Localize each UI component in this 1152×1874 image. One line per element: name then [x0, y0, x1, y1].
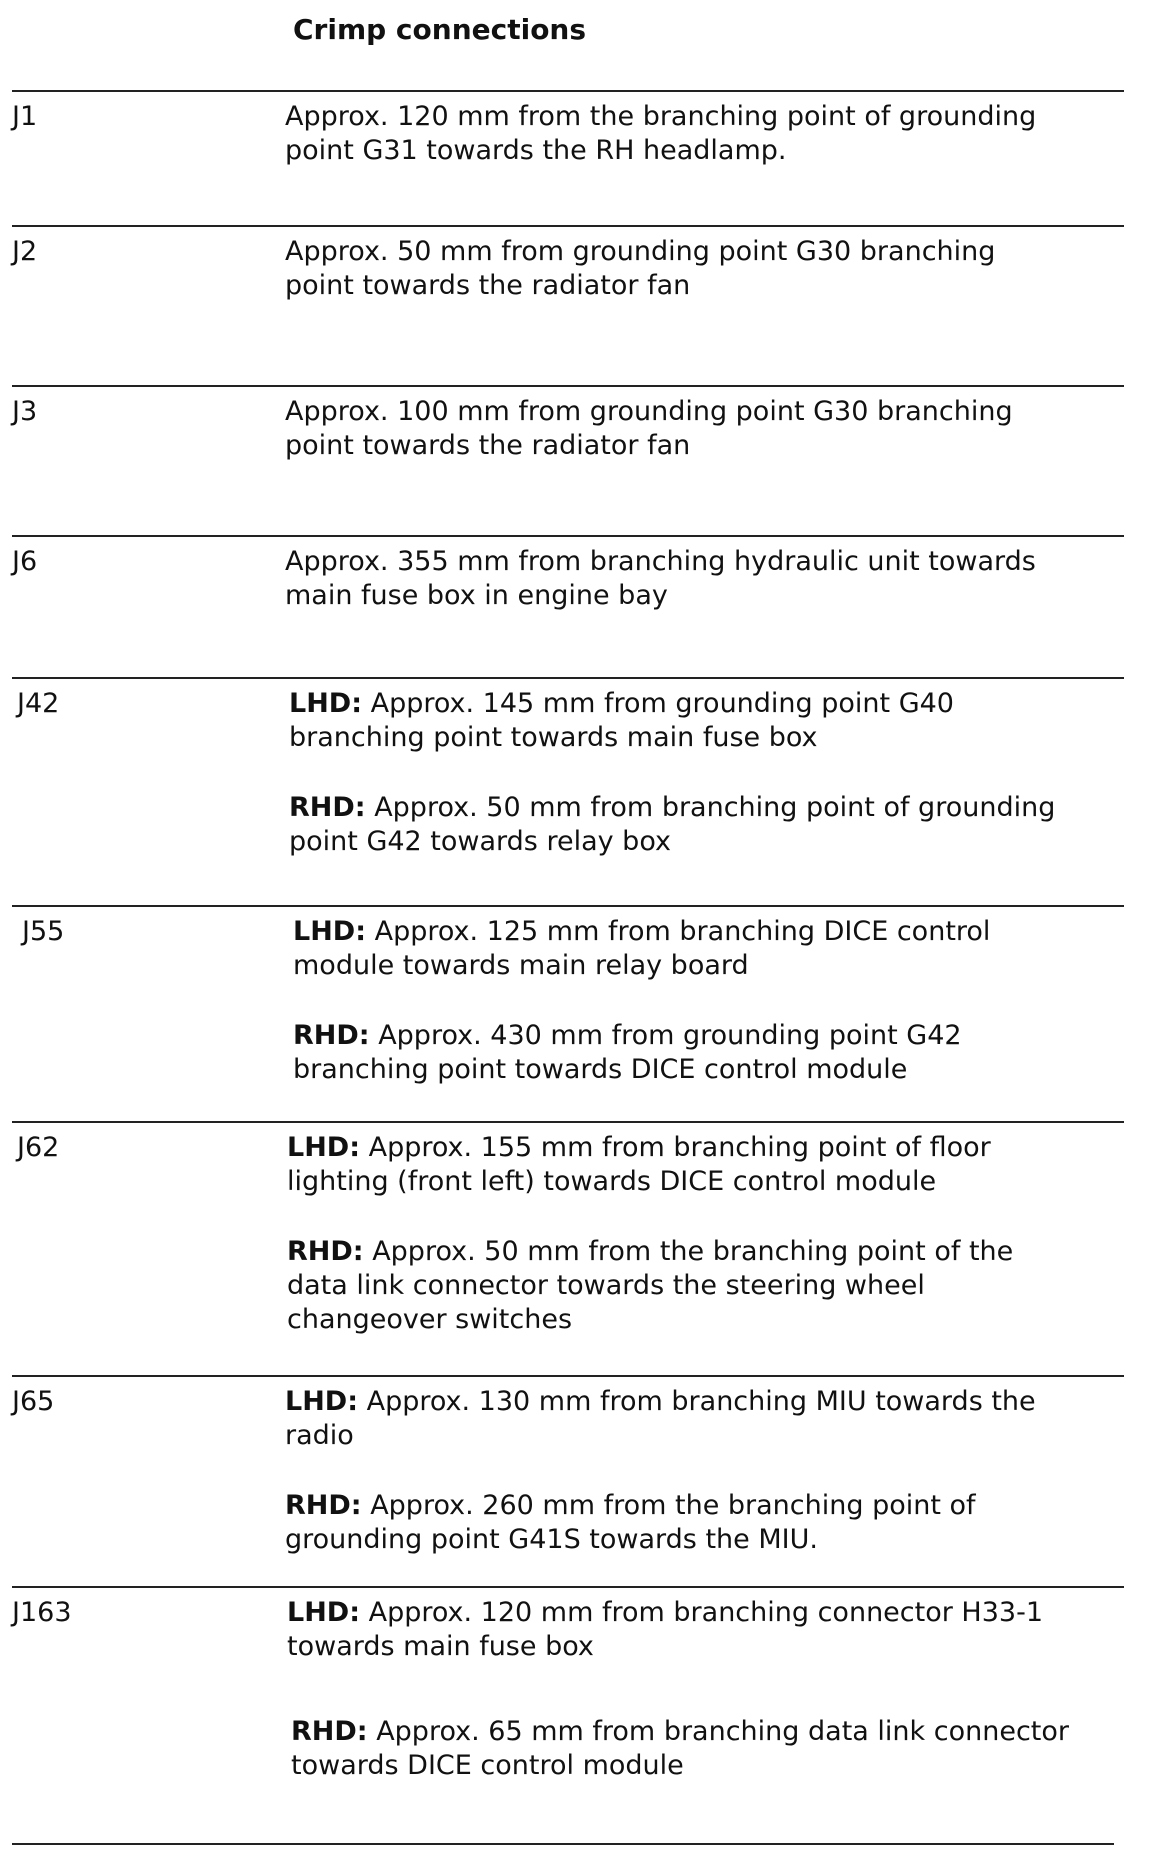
description-text: point towards the radiator fan [285, 270, 691, 301]
connection-description [293, 1019, 962, 1087]
description-text: Approx. 355 mm from branching hydraulic unit towards [285, 546, 1036, 577]
connection-description [287, 1235, 1013, 1337]
description-line [293, 949, 990, 983]
description-line [285, 395, 1013, 429]
table-rule [12, 677, 1124, 679]
table-rule [12, 1121, 1124, 1123]
description-line [285, 1489, 976, 1523]
description-line [287, 1131, 991, 1165]
connection-description [285, 1489, 976, 1557]
description-text: Approx. 120 mm from branching connector H33-1 [360, 1597, 1044, 1628]
description-line [285, 429, 1013, 463]
drive-side-label: RHD: [291, 1716, 368, 1747]
connection-code: J62 [17, 1132, 60, 1163]
table-rule [12, 535, 1124, 537]
description-text: point G42 towards relay box [289, 826, 671, 857]
description-line [285, 134, 1036, 168]
description-line [287, 1596, 1043, 1630]
description-text: Approx. 125 mm from branching DICE control [366, 916, 991, 947]
description-text: grounding point G41S towards the MIU. [285, 1524, 818, 1555]
drive-side-label: RHD: [287, 1236, 364, 1267]
description-text: Approx. 50 mm from branching point of grounding [365, 792, 1056, 823]
drive-side-label: LHD: [287, 1132, 361, 1163]
description-line [289, 791, 1055, 825]
description-line [289, 721, 954, 755]
connection-description [289, 791, 1055, 859]
description-text: Approx. 50 mm from the branching point of the [363, 1236, 1014, 1267]
description-line [285, 1385, 1036, 1419]
description-text: radio [285, 1420, 354, 1451]
description-line [293, 915, 990, 949]
description-text: Approx. 100 mm from grounding point G30 branching [285, 396, 1013, 427]
connection-description [285, 235, 995, 303]
description-text: Approx. 50 mm from grounding point G30 branching [285, 236, 996, 267]
table-rule [12, 1375, 1124, 1377]
description-text: point G31 towards the RH headlamp. [285, 135, 787, 166]
description-line [287, 1630, 1043, 1664]
description-text: module towards main relay board [293, 950, 749, 981]
description-line [285, 235, 995, 269]
description-text: towards DICE control module [291, 1750, 684, 1781]
description-line [287, 1303, 1013, 1337]
description-line [293, 1053, 962, 1087]
description-text: Approx. 430 mm from grounding point G42 [369, 1020, 962, 1051]
connection-code: J3 [12, 396, 38, 427]
description-text: main fuse box in engine bay [285, 580, 668, 611]
connection-code: J1 [12, 101, 38, 132]
connection-code: J65 [12, 1386, 55, 1417]
table-rule [12, 905, 1124, 907]
table-rule [12, 1586, 1124, 1588]
description-line [291, 1749, 1069, 1783]
description-text: branching point towards main fuse box [289, 722, 818, 753]
description-line [287, 1165, 991, 1199]
table-rule [12, 385, 1124, 387]
connection-description [291, 1715, 1069, 1783]
page-title: Crimp connections [293, 13, 587, 46]
description-line [289, 825, 1055, 859]
description-text: Approx. 130 mm from branching MIU towards the [358, 1386, 1036, 1417]
description-text: data link connector towards the steering wheel [287, 1270, 925, 1301]
description-line [293, 1019, 962, 1053]
description-text: Approx. 260 mm from the branching point of [361, 1490, 976, 1521]
drive-side-label: LHD: [287, 1597, 361, 1628]
connection-description [293, 915, 990, 983]
description-text: Approx. 120 mm from the branching point of grounding [285, 101, 1037, 132]
connection-code: J55 [22, 916, 65, 947]
connection-description [285, 395, 1013, 463]
drive-side-label: RHD: [289, 792, 366, 823]
drive-side-label: LHD: [293, 916, 367, 947]
drive-side-label: LHD: [289, 688, 363, 719]
connection-code: J6 [12, 546, 38, 577]
description-line [289, 687, 954, 721]
table-rule [12, 225, 1124, 227]
description-line [287, 1269, 1013, 1303]
description-text: Approx. 65 mm from branching data link connector [367, 1716, 1069, 1747]
drive-side-label: RHD: [293, 1020, 370, 1051]
connection-description [289, 687, 954, 755]
description-line [285, 1523, 976, 1557]
description-text: changeover switches [287, 1304, 573, 1335]
drive-side-label: LHD: [285, 1386, 359, 1417]
connection-code: J2 [12, 236, 38, 267]
connection-description [285, 1385, 1036, 1453]
description-line [291, 1715, 1069, 1749]
drive-side-label: RHD: [285, 1490, 362, 1521]
connection-description [287, 1596, 1043, 1664]
connection-description [287, 1131, 991, 1199]
connection-code: J42 [17, 688, 60, 719]
connection-code: J163 [12, 1597, 72, 1628]
description-line [285, 545, 1036, 579]
description-text: Approx. 155 mm from branching point of floor [360, 1132, 991, 1163]
description-text: point towards the radiator fan [285, 430, 691, 461]
connection-description [285, 545, 1036, 613]
description-line [285, 100, 1036, 134]
description-text: towards main fuse box [287, 1631, 594, 1662]
description-line [285, 1419, 1036, 1453]
table-rule [12, 90, 1124, 92]
connection-description [285, 100, 1036, 168]
description-line [285, 269, 995, 303]
description-text: lighting (front left) towards DICE control module [287, 1166, 937, 1197]
table-rule [12, 1843, 1114, 1845]
description-line [287, 1235, 1013, 1269]
description-line [285, 579, 1036, 613]
description-text: Approx. 145 mm from grounding point G40 [362, 688, 954, 719]
description-text: branching point towards DICE control module [293, 1054, 908, 1085]
